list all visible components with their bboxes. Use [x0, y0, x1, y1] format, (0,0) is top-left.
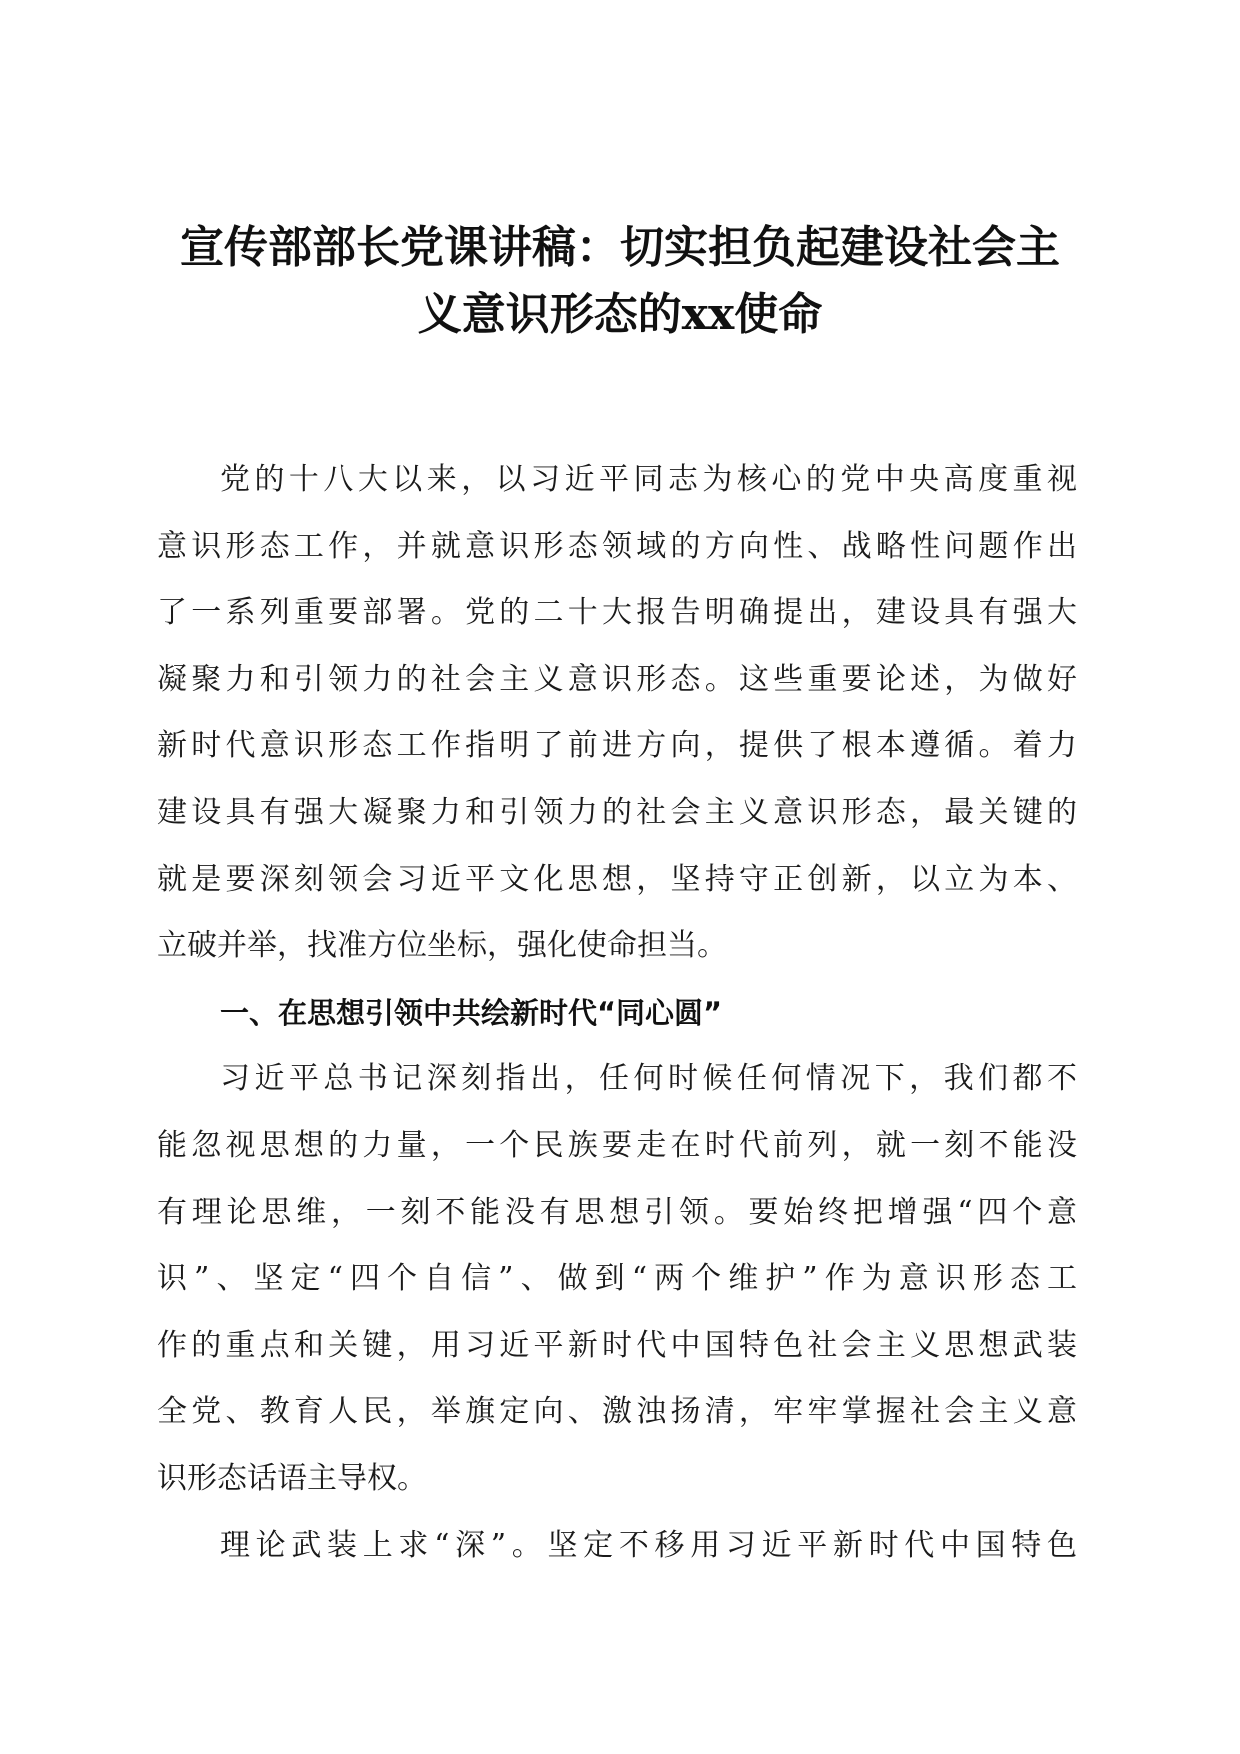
title-line-2: 义意识形态的xx使命: [417, 288, 823, 340]
section-1-line-7: 识形态话语主导权。: [157, 1460, 427, 1496]
intro-paragraph: [157, 447, 1077, 980]
section-1-line-6: 全党、教育人民，举旗定向、激浊扬清，牢牢掌握社会主义意: [157, 1394, 1077, 1430]
section-1-line-5: 作的重点和关键，用习近平新时代中国特色社会主义思想武装: [157, 1327, 1077, 1363]
intro-line-5: 新时代意识形态工作指明了前进方向，提供了根本遵循。着力: [157, 728, 1077, 764]
intro-line-3: 了一系列重要部署。党的二十大报告明确提出，建设具有强大: [157, 595, 1077, 631]
section-1-line-2: 能忽视思想的力量，一个民族要走在时代前列，就一刻不能没: [157, 1127, 1077, 1163]
title-line-1: 宣传部部长党课讲稿：切实担负起建设社会主: [180, 222, 1060, 273]
intro-line-8: 立破并举，找准方位坐标，强化使命担当。: [157, 928, 727, 964]
theory-paragraph: [157, 1513, 1077, 1580]
section-1-heading-text: 一、在思想引领中共绘新时代“同心圆”: [220, 995, 723, 1030]
intro-line-4: 凝聚力和引领力的社会主义意识形态。这些重要论述，为做好: [157, 661, 1077, 697]
section-1-line-1: 习近平总书记深刻指出，任何时候任何情况下，我们都不: [220, 1061, 1077, 1097]
intro-line-6: 建设具有强大凝聚力和引领力的社会主义意识形态，最关键的: [157, 794, 1077, 830]
intro-line-2: 意识形态工作，并就意识形态领域的方向性、战略性问题作出: [157, 528, 1077, 564]
section-1-line-4: 识”、坚定“四个自信”、做到“两个维护”作为意识形态工: [157, 1261, 1077, 1297]
section-1-paragraph: [157, 1046, 1077, 1512]
intro-line-1: 党的十八大以来，以习近平同志为核心的党中央高度重视: [220, 462, 1077, 497]
document-title: [140, 215, 1100, 348]
section-1-line-3: 有理论思维，一刻不能没有思想引领。要始终把增强“四个意: [157, 1194, 1077, 1230]
intro-line-7: 就是要深刻领会习近平文化思想，坚持守正创新，以立为本、: [157, 861, 1077, 897]
theory-line-1: 理论武装上求“深”。坚定不移用习近平新时代中国特色: [220, 1527, 1077, 1563]
section-1-heading: [157, 980, 1077, 1047]
document-body: [157, 447, 1077, 1579]
